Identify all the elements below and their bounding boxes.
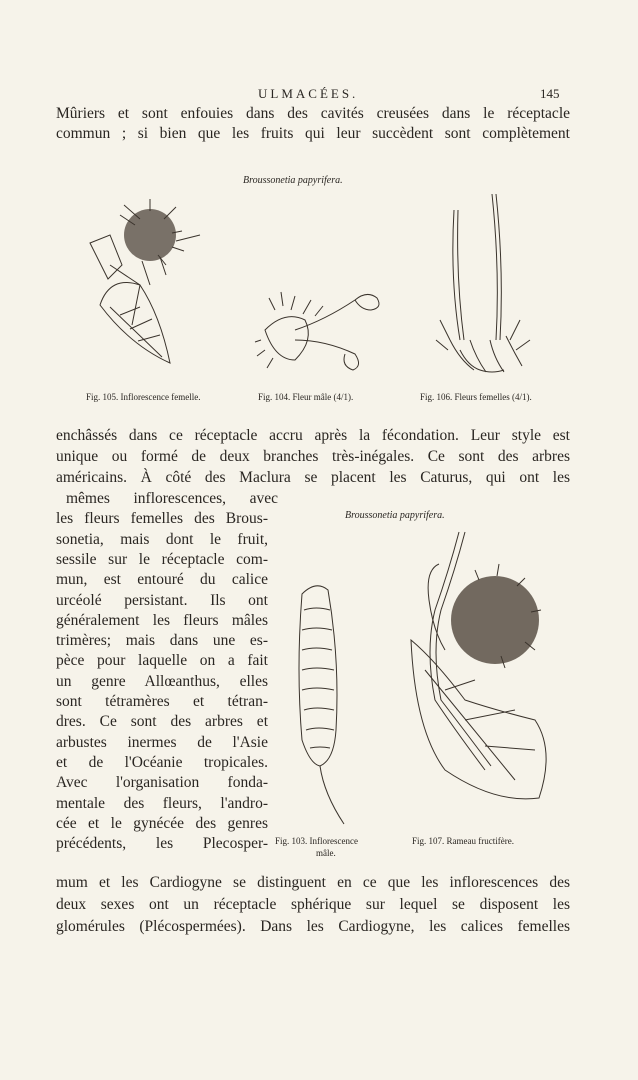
wrap-line: les fleurs femelles des Brous-: [56, 510, 268, 528]
fig107-caption: Fig. 107. Rameau fructifère.: [412, 836, 514, 846]
wrap-line: mun, est entouré du calice: [56, 571, 268, 589]
body-line: Mûriers et sont enfouies dans des cavités creusées dans le réceptacle: [56, 105, 570, 122]
figure-group-2-title: Broussonetia papyrifera.: [345, 510, 445, 521]
wrap-line: un genre Allœanthus, elles: [56, 672, 268, 690]
body-line: glomérules (Plécospermées). Dans les Cardiogyne, les calices femelles: [56, 918, 570, 935]
body-line: mum et les Cardiogyne se distinguent en ce que les inflorescences des: [56, 874, 570, 891]
page-header: [0, 86, 638, 106]
wrap-line: dres. Ce sont des arbres et: [56, 713, 268, 731]
body-line: enchâssés dans ce réceptacle accru après la fécondation. Leur style est: [56, 427, 570, 444]
wrap-line: trimères; mais dans une es-: [56, 632, 268, 650]
fig104-caption: Fig. 104. Fleur mâle (4/1).: [258, 392, 354, 402]
wrap-line: et de l'Océanie tropicales.: [56, 753, 268, 771]
figure-group-1-title: Broussonetia papyrifera.: [243, 175, 343, 186]
wrap-line: précédents, les Plecosper-: [56, 835, 268, 853]
running-title: ULMACÉES.: [258, 86, 359, 101]
fig107-illustration: [405, 530, 565, 810]
wrap-line: arbustes inermes de l'Asie: [56, 733, 268, 751]
wrap-line: sont tétramères et tétran-: [56, 693, 268, 710]
fig104-illustration: [255, 270, 395, 380]
wrap-line: sonetia, mais dont le fruit,: [56, 530, 268, 548]
wrap-line: mêmes inflorescences, avec: [66, 490, 278, 507]
wrap-line: pèce pour laquelle on a fait: [56, 652, 268, 670]
wrap-line: généralement les fleurs mâles: [56, 611, 268, 629]
body-line: américains. À côté des Maclura se placent les Caturus, qui ont les: [56, 469, 570, 486]
fig103-caption-line2: mâle.: [316, 848, 336, 858]
page-number: 145: [540, 86, 560, 101]
fig105-illustration: [80, 195, 220, 375]
body-line: commun ; si bien que les fruits qui leur succèdent sont complètement: [56, 125, 570, 142]
fig105-caption: Fig. 105. Inflorescence femelle.: [86, 392, 201, 402]
body-line: unique ou formé de deux branches très-inégales. Ce sont des arbres: [56, 448, 570, 465]
fig106-caption: Fig. 106. Fleurs femelles (4/1).: [420, 392, 532, 402]
wrap-line: cée et le gynécée des genres: [56, 814, 268, 832]
body-line: deux sexes ont un réceptacle sphérique sur lequel se disposent les: [56, 896, 570, 913]
fig106-illustration: [430, 190, 540, 380]
fig103-caption: Fig. 103. Inflorescence: [275, 836, 358, 846]
wrap-line: sessile sur le réceptacle com-: [56, 550, 268, 568]
wrap-line: Avec l'organisation fonda-: [56, 774, 268, 792]
fig103-illustration: [290, 580, 350, 830]
wrap-line: urcéolé persistant. Ils ont: [56, 591, 268, 609]
wrap-line: mentale des fleurs, l'andro-: [56, 794, 268, 812]
